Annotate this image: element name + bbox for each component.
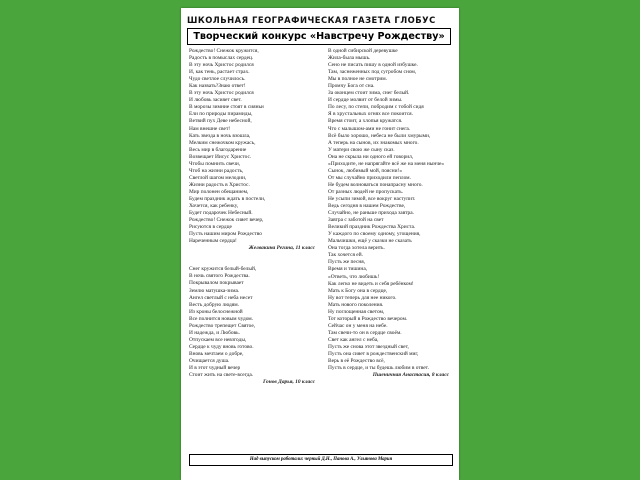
poem-line: Великий праздник Рождества Христа. [328, 224, 416, 231]
poem-line: Мать нового поколения. [328, 301, 384, 308]
poem-line: Свет как ангел с неба, [328, 336, 379, 343]
poem-line: И любовь засияет свет. [189, 97, 242, 104]
poem-line: Время и тишина, [328, 266, 368, 273]
poem-line: Пусть нашим миром Рождество [189, 231, 262, 238]
poem-line: И сердце молвит от белой зимы. [328, 97, 403, 104]
poem-line: Так хочется ей. [328, 252, 363, 259]
poem-line: Нареченным сердца! [189, 238, 237, 245]
poem-line: Мелким снежочком кружась, [189, 139, 256, 146]
poem-line: У матери свою же сыну сказ. [328, 146, 395, 153]
poem-gap [189, 252, 321, 266]
poem-line: Возвещает Иисус Христос. [189, 153, 252, 160]
poem-line: У каждого по своему одному, угощения, [328, 231, 421, 238]
poem-line: Из кроны белоснежной [189, 308, 243, 315]
poem-line: Пусть же снова этот звездный свет, [328, 343, 409, 350]
right-column [328, 48, 455, 451]
poem-line: По лесу, по степи, побродим с тобой сидя [328, 104, 424, 111]
poem-line: Ангел светлый с неба несет [189, 294, 253, 301]
poem-line: В эту ночь Христос родился [189, 62, 254, 69]
poem-line: Рождество трепещет Святое, [189, 322, 256, 329]
poem-line: Не усыпи зимой, все вокруг наступит. [328, 195, 416, 202]
poem-line: Кать звезда в ночь взошла, [189, 132, 251, 139]
poem-line: Всё было хорошо, небеса не были хмурыми, [328, 132, 431, 139]
poem-rozhdestvo [189, 48, 321, 245]
poem-line: Ну поглощенная светом, [328, 308, 385, 315]
poem-line: И, как тень, растает страх. [189, 69, 250, 76]
poem-line: За оконцем стоит зима, снег белый. [328, 90, 410, 97]
poem-line: Что с малышом-ами не гонит снега. [328, 125, 411, 132]
poem-line: Снег кружится белый-белый, [189, 266, 257, 273]
poem-line: Землю матушка-зима. [189, 287, 240, 294]
poem-line: «Ответь, что любишь! [328, 273, 380, 280]
poem-line: Мальчишки, ещё у сказки не сказать [328, 238, 412, 245]
poem-line: Радость в помыслах сердец. [189, 55, 254, 62]
poem-line: Завтра с заботой на свет [328, 217, 384, 224]
poem-line: Пусть она сияет в рождественский миг, [328, 351, 419, 358]
poem-line: Как легко не видеть и себя ребёнком! [328, 280, 414, 287]
poem-line: Сердце к чуду вновь готово. [189, 343, 254, 350]
poem-line: Сейчас он у меня на небе. [328, 322, 388, 329]
poem-line: Весь мир в благодарение [189, 146, 247, 153]
poem-line: Ветвий пух Деве небесной, [189, 118, 252, 125]
poem-line: «Приходите, не напрягайте всё же на меня нынче» [328, 160, 445, 167]
newspaper-page [181, 8, 459, 480]
poem-line: Тот который в Рождество вечером. [328, 315, 408, 322]
poem-line: В ночь святого Рождества. [189, 273, 250, 280]
poem-line: Жизни радость в Христос. [189, 181, 250, 188]
poem-line: Мы в полное не смотрим. [328, 76, 388, 83]
poem-sneg-kruzhitsya [189, 266, 321, 379]
poem-line: Будем праздник ждать в постели, [189, 195, 266, 202]
poem-line: Я в хрустальных огнях все покоится. [328, 111, 413, 118]
poem-line: Светлой шагом мелодии, [189, 174, 247, 181]
poem-line: Стоит жить на свете-всегда. [189, 372, 254, 379]
poem-line: Не будем волноваться понапрасну много. [328, 181, 423, 188]
poem-author-zhelvakina: Желвакина Регина, 11 класс [248, 245, 315, 252]
poem-line: Там свечи-то он в сердце своём. [328, 329, 402, 336]
poem-line: Мать к Богу она в сердце, [328, 287, 388, 294]
poem-line: Чтоб на жизни радость, [189, 167, 244, 174]
poem-line: Пусть же песня, [328, 259, 366, 266]
contest-title: Творческий конкурс «Навстречу Рождеству» [187, 28, 451, 45]
credits-footer: Над выпуском работали: черный Д.Н., Панова А., Ульянова Мария [189, 454, 453, 466]
poem-line: Отпускаем все невзгоды, [189, 336, 247, 343]
poem-line: Как назвать?Знаю ответ! [189, 83, 246, 90]
poem-line: Рисуются в сердце [189, 224, 232, 231]
poem-line: Все полнится новым чудом. [189, 315, 254, 322]
poem-line: Вновь мечтаем о добре, [189, 350, 244, 357]
poem-line: Сено не писать пишу в одной избушке. [328, 62, 418, 69]
poem-line: Ведь сегодня в нашем Рождестве, [328, 203, 406, 210]
poem-line: В эту ночь Христос родился [189, 90, 254, 97]
poem-line: Рождество! Снежок кружится, [189, 48, 259, 54]
poem-author-gonov: Гонов Дарья, 10 класс [263, 379, 315, 386]
poem-line: От разных людей не пропускать. [328, 188, 403, 195]
poem-line: Нам внешне свет! [189, 125, 231, 132]
poem-line: Время стоит, а хлопья кружатся. [328, 118, 403, 125]
poem-line: Она не скрыла ни одного ей говорил, [328, 153, 414, 160]
poem-line: Там, заснеженных под сугробом сном, [328, 69, 417, 76]
poem-line: Сынок, любимый мой, поясни!» [328, 167, 403, 174]
poem-line: Будет подарочек Небесный. [189, 210, 253, 217]
poem-line: Мир полонен обещанием, [189, 188, 249, 195]
poem-line: Чудо светлое случилось. [189, 76, 246, 83]
poem-line: Покрывалом покрывает [189, 280, 244, 287]
poem-line: Верь в её Рождество всё, [328, 358, 385, 365]
poem-line: Очищается душа. [189, 357, 230, 364]
poem-line: А теперь на сынов, их знакомых много. [328, 139, 419, 146]
poem-sibirskaya-derevushka [328, 48, 455, 372]
poem-author-pshenichnaya: Пшеничная Анастасия, 8 класс [372, 372, 449, 379]
poem-line: Пусть в сердце, и ты будешь любим в ответ. [328, 365, 429, 372]
poem-line: Чтобы помнить свечи, [189, 160, 241, 167]
poem-line: Весть добрую людям. [189, 301, 239, 308]
poem-line: В одной сибирской деревушке [328, 48, 398, 54]
poem-line: Промчу Бога от сна. [328, 83, 375, 90]
poem-line: Она тогда хотела верить. [328, 245, 385, 252]
poem-line: Ели по природы пирамиды, [189, 111, 253, 118]
poem-line: В морозы зимние стоят в сияньи [189, 104, 264, 111]
poem-line: И надежда, и Любовь. [189, 329, 240, 336]
poem-line: Ну вот теперь для нее никого. [328, 294, 397, 301]
poem-line: Жила-была мышь. [328, 55, 371, 62]
poem-line: Рождество! Снежок сияет вечер, [189, 217, 264, 224]
poem-line: И в этот чудный вечер [189, 365, 241, 372]
poem-line: От мы случайно приходили пеплом. [328, 174, 411, 181]
left-column [189, 48, 321, 451]
poem-line: Случайно, не раньше прихода завтра. [328, 210, 414, 217]
newspaper-masthead: ШКОЛЬНАЯ ГЕОГРАФИЧЕСКАЯ ГАЗЕТА ГЛОБУС [187, 15, 436, 25]
poem-line: Хочется, как ребенку, [189, 203, 239, 210]
